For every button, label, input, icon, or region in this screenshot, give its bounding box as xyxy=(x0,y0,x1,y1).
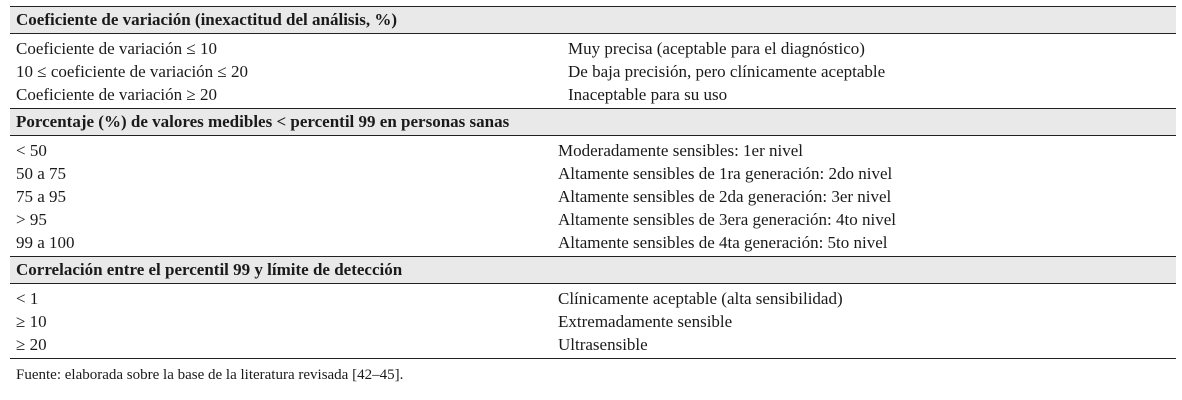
table-row xyxy=(10,162,1176,185)
row-criterion: ≥ 20 xyxy=(16,334,47,354)
table-row xyxy=(10,333,1176,356)
row-interpretation: Altamente sensibles de 3era generación: 4to nivel xyxy=(558,209,896,229)
row-interpretation: Altamente sensibles de 4ta generación: 5to nivel xyxy=(558,232,888,252)
row-interpretation: De baja precisión, pero clínicamente aceptable xyxy=(568,61,886,81)
row-interpretation: Altamente sensibles de 2da generación: 3er nivel xyxy=(558,186,892,206)
row-interpretation: Clínicamente aceptable (alta sensibilidad) xyxy=(558,288,843,308)
table-row xyxy=(10,287,1176,310)
row-criterion: ≥ 10 xyxy=(16,311,47,331)
table-row xyxy=(10,310,1176,333)
row-criterion: Coeficiente de variación ≥ 20 xyxy=(16,84,217,104)
row-criterion: Coeficiente de variación ≤ 10 xyxy=(16,38,217,58)
table-row xyxy=(10,83,1176,106)
section-body-coeficiente xyxy=(10,34,1176,108)
row-interpretation: Altamente sensibles de 1ra generación: 2do nivel xyxy=(558,163,893,183)
row-interpretation: Inaceptable para su uso xyxy=(568,84,728,104)
table-row xyxy=(10,60,1176,83)
section-body-porcentaje xyxy=(10,136,1176,256)
row-criterion: > 95 xyxy=(16,209,47,229)
row-interpretation: Extremadamente sensible xyxy=(558,311,733,331)
section-header-porcentaje xyxy=(10,108,1176,136)
section-header-coeficiente xyxy=(10,6,1176,34)
row-interpretation: Ultrasensible xyxy=(558,334,648,354)
section-title: Correlación entre el percentil 99 y límite de detección xyxy=(16,260,403,279)
row-criterion: 99 a 100 xyxy=(16,232,75,252)
table-bottom-rule xyxy=(10,358,1176,359)
table-row xyxy=(10,231,1176,254)
section-header-correlacion xyxy=(10,256,1176,284)
section-title: Porcentaje (%) de valores medibles < percentil 99 en personas sanas xyxy=(16,112,510,131)
row-criterion: 10 ≤ coeficiente de variación ≤ 20 xyxy=(16,61,249,81)
row-interpretation: Moderadamente sensibles: 1er nivel xyxy=(558,140,804,160)
row-criterion: 75 a 95 xyxy=(16,186,67,206)
section-title: Coeficiente de variación (inexactitud del análisis, %) xyxy=(16,10,398,29)
row-criterion: < 1 xyxy=(16,288,39,308)
table-row xyxy=(10,208,1176,231)
table-row xyxy=(10,37,1176,60)
row-interpretation: Muy precisa (aceptable para el diagnóstico) xyxy=(568,38,865,58)
section-body-correlacion xyxy=(10,284,1176,358)
table-footnote: Fuente: elaborada sobre la base de la literatura revisada [42–45]. xyxy=(16,367,404,383)
table-row xyxy=(10,185,1176,208)
table-row xyxy=(10,139,1176,162)
row-criterion: 50 a 75 xyxy=(16,163,67,183)
criteria-table xyxy=(10,6,1176,359)
row-criterion: < 50 xyxy=(16,140,47,160)
